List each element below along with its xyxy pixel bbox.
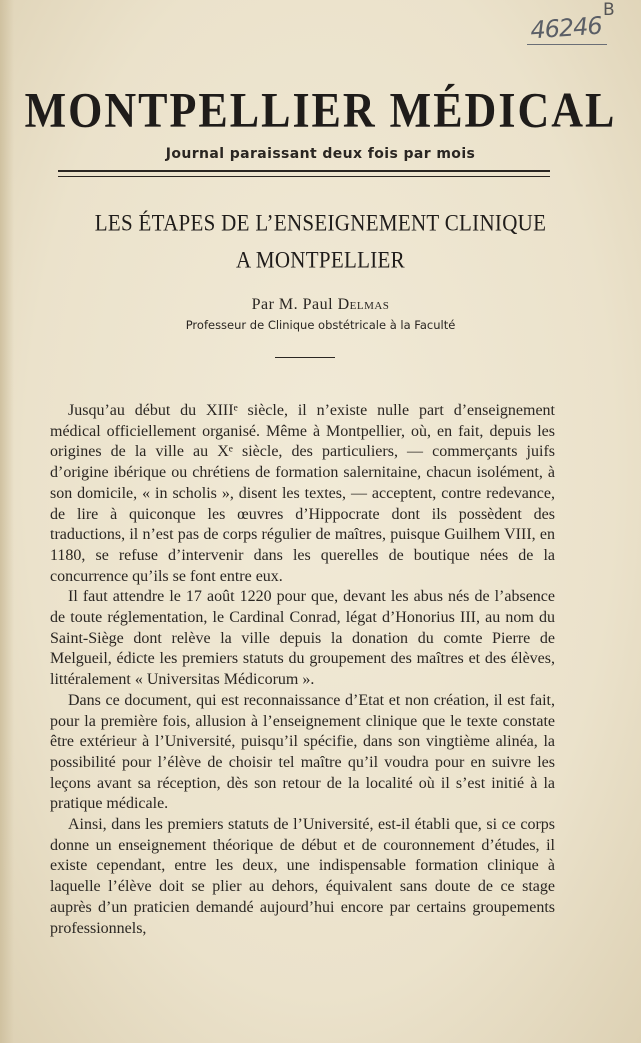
body-paragraph-4: Ainsi, dans les premiers statuts de l’Université, est-il établi que, si ce corps donne un enseignement théorique de début et de couronnement d’études, il existe cependant, entre les deux, une indispensable formation clinique à laquelle l’élève doit se plier au dehors, équivalent sans doute de ce stage auprès d’un praticien demandé aujourd’hui encore par certains groupements professionnels, [50,816,555,937]
body-paragraph-3: Dans ce document, qui est reconnaissance d’Etat et non création, il est fait, pour la première fois, allusion à l’enseignement clinique que le texte constate être extérieur à l’Université, puisqu’il spécifie, dans son vingtième alinéa, la possibilité pour l’élève de choisir tel maître qu’il voudra pour en suivre les leçons avant sa réception, dès son retour de la localité où il s’est initié à la pratique médicale. [50,691,555,813]
masthead-double-rule [58,170,550,177]
handwritten-shelfmark: 46246 [529,11,603,45]
body-paragraph-1: Jusqu’au début du XIIIᵉ siècle, il n’existe nulle part d’enseignement médical officiellement organisé. Même à Montpellier, où, en fait, depuis les origines de la ville au Xᵉ siècle, des particuliers, — commerçants juifs d’origine ibérique ou chrétiens de formation salernitaine, chacun isolément, à son domicile, « in scholis », disent les textes, — acceptent, contre redevance, de lire à quiconque les œuvres d’Hippocrate dont ils possèdent des traductions, il n’est pas de corps régulier de maîtres, puisque Guilhem VIII, en 1180, se refuse d’intervenir dans les querelles de boutique nées de la concurrence qu’ils se font entre eux. [50,402,555,585]
corner-mark: B [603,0,615,20]
shelfmark-underline [527,44,607,45]
body-paragraph-2: Il faut attendre le 17 août 1220 pour que, devant les abus nés de l’absence de toute réglementation, le Cardinal Conrad, légat d’Honorius III, au nom du Saint-Siège dont relève la ville depuis la donation du comte Pierre de Melgueil, édicte les premiers statuts du groupement des maîtres et des élèves, littéralement « Universitas Médicorum ». [50,588,555,689]
author-lastname: Delmas [337,296,390,313]
author-affiliation: Professeur de Clinique obstétricale à la Faculté [185,318,456,332]
author-firstname: Paul [302,296,334,313]
journal-title: MONTPELLIER MÉDICAL [24,83,617,138]
journal-subtitle: Journal paraissant deux fois par mois [165,146,476,162]
section-separator-rule [275,357,335,358]
article-body [50,401,555,939]
article-title-line-2: A MONTPELLIER [236,246,405,274]
author-byline [0,296,641,314]
article-title-line-1: LES ÉTAPES DE L’ENSEIGNEMENT CLINIQUE [94,209,547,237]
byline-prefix: Par M. [251,296,299,313]
